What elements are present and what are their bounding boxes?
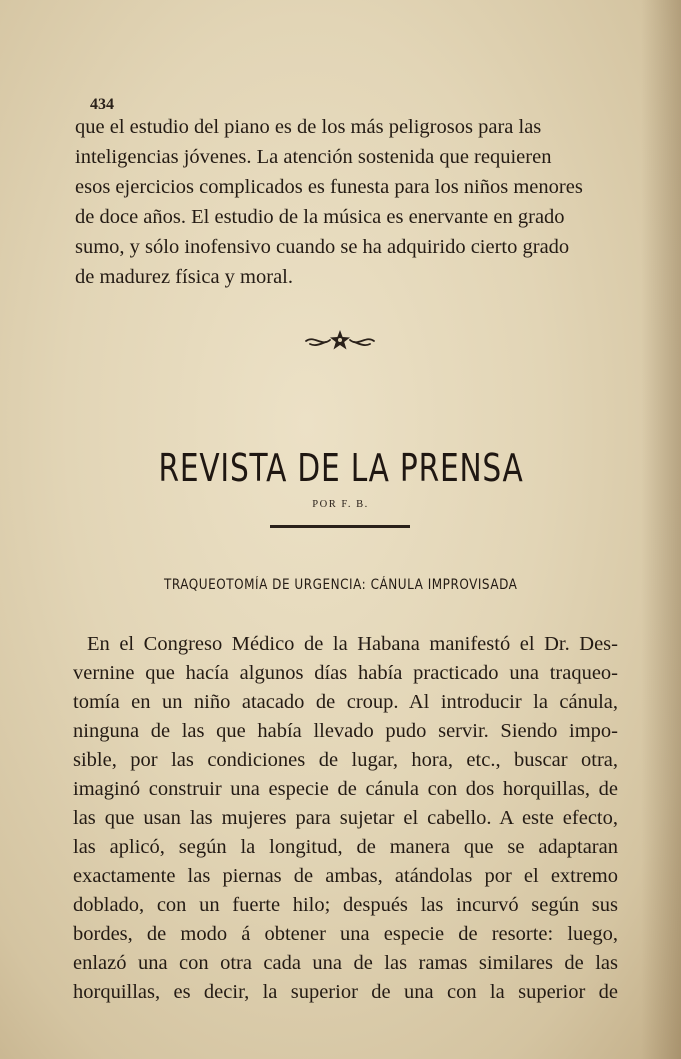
continued-paragraph xyxy=(75,112,615,292)
text-line: de doce años. El estudio de la música es enervante en grado xyxy=(75,206,565,228)
page-number: 434 xyxy=(90,96,114,113)
article-paragraph xyxy=(73,630,618,1007)
text-line: de madurez física y moral. xyxy=(75,266,294,288)
article-heading: TRAQUEOTOMÍA DE URGENCIA: CÁNULA IMPROVISADA xyxy=(164,577,518,593)
text-line: que el estudio del piano es de los más peligrosos para las xyxy=(75,116,542,138)
text-line: sumo, y sólo inofensivo cuando se ha adquirido cierto grado xyxy=(75,236,570,258)
text-line: ninguna de las que había llevado pudo servir. Siendo impo- xyxy=(73,720,618,742)
text-line: exactamente las piernas de ambas, atándolas por el extremo xyxy=(73,865,618,887)
text-line: inteligencias jóvenes. La atención sostenida que requieren xyxy=(75,146,552,168)
text-line: enlazó una con otra cada una de las ramas similares de las xyxy=(73,952,618,974)
text-line: las aplicó, según la longitud, de manera que se adaptaran xyxy=(73,836,618,858)
text-line: esos ejercicios complicados es funesta para los niños menores xyxy=(75,176,583,198)
text-line: En el Congreso Médico de la Habana manifestó el Dr. Des- xyxy=(87,633,618,655)
text-line: vernine que hacía algunos días había practicado una traqueo- xyxy=(73,662,618,684)
byline: POR F. B. xyxy=(312,499,369,510)
text-line: doblado, con un fuerte hilo; después las incurvó según sus xyxy=(73,894,618,916)
text-line: tomía en un niño atacado de croup. Al introducir la cánula, xyxy=(73,691,618,713)
fleuron-ornament-icon xyxy=(300,325,380,355)
text-line: las que usan las mujeres para sujetar el cabello. A este efecto, xyxy=(73,807,618,829)
title-rule-divider xyxy=(270,525,410,528)
text-line: horquillas, es decir, la superior de una con la superior de xyxy=(73,981,618,1003)
text-line: bordes, de modo á obtener una especie de resorte: luego, xyxy=(73,923,618,945)
section-title: REVISTA DE LA PRENSA xyxy=(158,446,524,490)
page-edge-shadow xyxy=(641,0,681,1059)
text-line: sible, por las condiciones de lugar, hora, etc., buscar otra, xyxy=(73,749,618,771)
text-line: imaginó construir una especie de cánula con dos horquillas, de xyxy=(73,778,618,800)
